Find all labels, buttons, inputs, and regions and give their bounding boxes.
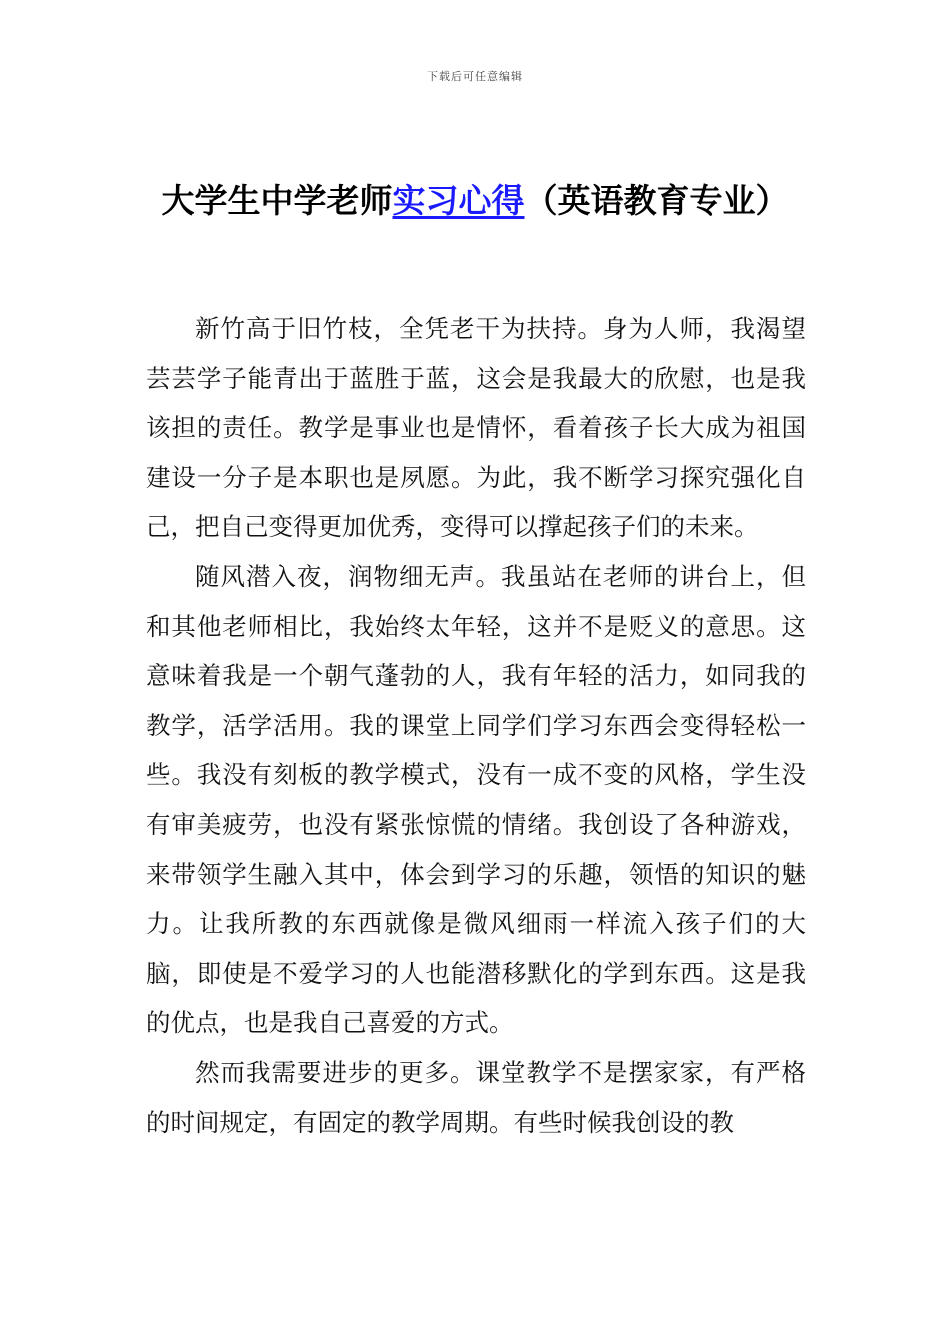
title-part-1: 大学生中学老师 [161, 181, 393, 220]
page-title [150, 176, 800, 226]
document-body [146, 304, 806, 1147]
paragraph-2: 随风潜入夜，润物细无声。我虽站在老师的讲台上，但和其他老师相比，我始终太年轻，这并不是贬义的意思。这意味着我是一个朝气蓬勃的人，我有年轻的活力，如同我的教学，活学活用。我的课堂上同学们学习东西会变得轻松一些。我没有刻板的教学模式，没有一成不变的风格，学生没有审美疲劳，也没有紧张惊慌的情绪。我创设了各种游戏，来带领学生融入其中，体会到学习的乐趣，领悟的知识的魅力。让我所教的东西就像是微风细雨一样流入孩子们的大脑，即使是不爱学习的人也能潜移默化的学到东西。这是我的优点，也是我自己喜爱的方式。 [146, 561, 806, 1038]
paragraph-1: 新竹高于旧竹枝，全凭老干为扶持。身为人师，我渴望芸芸学子能青出于蓝胜于蓝，这会是我最大的欣慰，也是我该担的责任。教学是事业也是情怀，看着孩子长大成为祖国建设一分子是本职也是夙愿。为此，我不断学习探究强化自己，把自己变得更加优秀，变得可以撑起孩子们的未来。 [146, 314, 806, 542]
title-part-2: （英语教育专业） [524, 181, 789, 220]
title-link[interactable]: 实习心得 [392, 181, 525, 220]
header-note: 下载后可任意编辑 [427, 70, 523, 83]
paragraph-3: 然而我需要进步的更多。课堂教学不是摆家家，有严格的时间规定，有固定的教学周期。有些时候我创设的教 [146, 1057, 806, 1137]
